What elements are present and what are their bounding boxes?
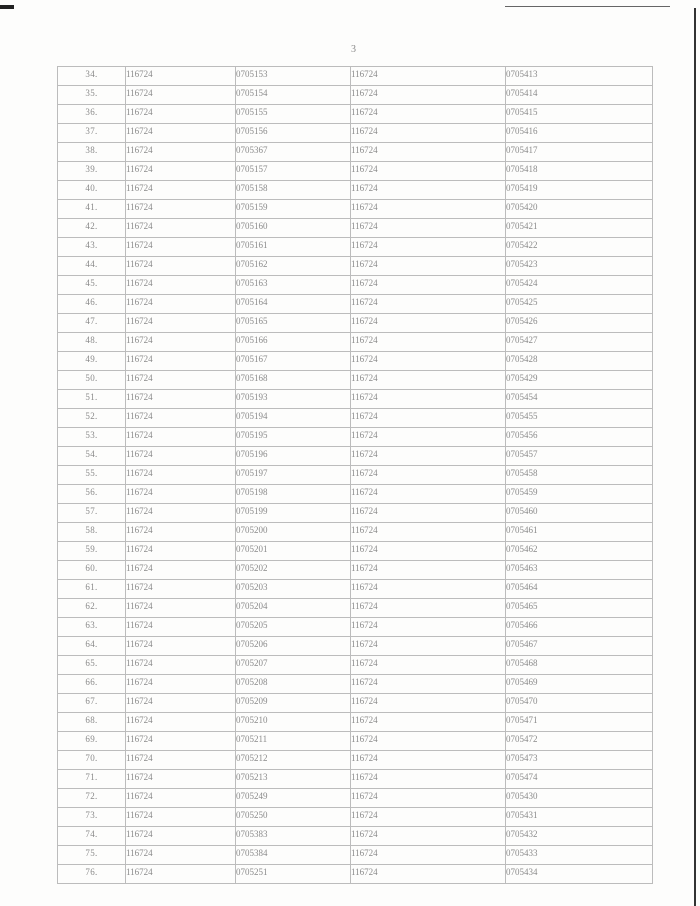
code-cell-2: 116724 [351, 276, 506, 295]
serial-cell-2: 0705432 [506, 827, 653, 846]
serial-cell-2: 0705454 [506, 390, 653, 409]
row-number: 39. [58, 162, 126, 181]
serial-cell-2: 0705473 [506, 751, 653, 770]
code-cell-1: 116724 [126, 789, 236, 808]
code-cell-2: 116724 [351, 846, 506, 865]
serial-cell-2: 0705426 [506, 314, 653, 333]
scan-corner-mark [0, 5, 14, 9]
serial-cell-1: 0705204 [236, 599, 351, 618]
serial-cell-1: 0705196 [236, 447, 351, 466]
table-row [58, 238, 653, 257]
code-cell-1: 116724 [126, 618, 236, 637]
serial-cell-2: 0705470 [506, 694, 653, 713]
code-cell-2: 116724 [351, 86, 506, 105]
serial-cell-1: 0705251 [236, 865, 351, 884]
serial-cell-1: 0705199 [236, 504, 351, 523]
code-cell-2: 116724 [351, 561, 506, 580]
row-number: 41. [58, 200, 126, 219]
serial-cell-1: 0705155 [236, 105, 351, 124]
code-cell-1: 116724 [126, 694, 236, 713]
row-number: 49. [58, 352, 126, 371]
serial-cell-2: 0705425 [506, 295, 653, 314]
table-row [58, 86, 653, 105]
serial-cell-1: 0705203 [236, 580, 351, 599]
code-cell-2: 116724 [351, 808, 506, 827]
code-cell-2: 116724 [351, 124, 506, 143]
row-number: 52. [58, 409, 126, 428]
serial-cell-2: 0705430 [506, 789, 653, 808]
code-cell-1: 116724 [126, 504, 236, 523]
table-row [58, 409, 653, 428]
code-cell-1: 116724 [126, 86, 236, 105]
row-number: 71. [58, 770, 126, 789]
row-number: 36. [58, 105, 126, 124]
serial-cell-1: 0705206 [236, 637, 351, 656]
code-cell-2: 116724 [351, 599, 506, 618]
serial-cell-2: 0705471 [506, 713, 653, 732]
table-row [58, 162, 653, 181]
serial-cell-2: 0705417 [506, 143, 653, 162]
serial-cell-1: 0705168 [236, 371, 351, 390]
table-row [58, 67, 653, 86]
code-cell-2: 116724 [351, 789, 506, 808]
serial-cell-2: 0705416 [506, 124, 653, 143]
table-row [58, 637, 653, 656]
serial-cell-1: 0705193 [236, 390, 351, 409]
table-row [58, 333, 653, 352]
serial-cell-1: 0705162 [236, 257, 351, 276]
serial-cell-1: 0705154 [236, 86, 351, 105]
serial-cell-1: 0705202 [236, 561, 351, 580]
code-cell-1: 116724 [126, 352, 236, 371]
code-cell-1: 116724 [126, 827, 236, 846]
code-cell-1: 116724 [126, 333, 236, 352]
code-cell-1: 116724 [126, 276, 236, 295]
table-row [58, 827, 653, 846]
code-cell-1: 116724 [126, 105, 236, 124]
code-cell-1: 116724 [126, 542, 236, 561]
table-row [58, 618, 653, 637]
code-cell-2: 116724 [351, 523, 506, 542]
code-cell-1: 116724 [126, 143, 236, 162]
table-row [58, 105, 653, 124]
code-cell-1: 116724 [126, 447, 236, 466]
table-row [58, 656, 653, 675]
serial-cell-2: 0705415 [506, 105, 653, 124]
row-number: 46. [58, 295, 126, 314]
serial-cell-2: 0705414 [506, 86, 653, 105]
code-cell-2: 116724 [351, 238, 506, 257]
serial-cell-2: 0705429 [506, 371, 653, 390]
serial-number-table [57, 66, 653, 884]
serial-cell-1: 0705200 [236, 523, 351, 542]
serial-cell-1: 0705195 [236, 428, 351, 447]
row-number: 38. [58, 143, 126, 162]
row-number: 59. [58, 542, 126, 561]
serial-cell-2: 0705458 [506, 466, 653, 485]
row-number: 64. [58, 637, 126, 656]
code-cell-2: 116724 [351, 219, 506, 238]
table-row [58, 561, 653, 580]
table-row [58, 352, 653, 371]
row-number: 51. [58, 390, 126, 409]
serial-cell-2: 0705420 [506, 200, 653, 219]
code-cell-2: 116724 [351, 314, 506, 333]
code-cell-2: 116724 [351, 371, 506, 390]
serial-cell-2: 0705460 [506, 504, 653, 523]
serial-cell-1: 0705166 [236, 333, 351, 352]
code-cell-1: 116724 [126, 770, 236, 789]
table-row [58, 694, 653, 713]
serial-cell-1: 0705163 [236, 276, 351, 295]
row-number: 57. [58, 504, 126, 523]
table-row [58, 865, 653, 884]
code-cell-2: 116724 [351, 618, 506, 637]
code-cell-2: 116724 [351, 637, 506, 656]
code-cell-2: 116724 [351, 713, 506, 732]
serial-cell-1: 0705197 [236, 466, 351, 485]
scan-page-edge [694, 8, 696, 906]
serial-cell-1: 0705165 [236, 314, 351, 333]
code-cell-1: 116724 [126, 637, 236, 656]
serial-cell-2: 0705474 [506, 770, 653, 789]
row-number: 61. [58, 580, 126, 599]
code-cell-2: 116724 [351, 181, 506, 200]
row-number: 53. [58, 428, 126, 447]
page-number: 3 [351, 44, 356, 55]
serial-cell-2: 0705469 [506, 675, 653, 694]
serial-cell-2: 0705461 [506, 523, 653, 542]
row-number: 60. [58, 561, 126, 580]
row-number: 62. [58, 599, 126, 618]
table-row [58, 808, 653, 827]
code-cell-1: 116724 [126, 200, 236, 219]
code-cell-2: 116724 [351, 466, 506, 485]
serial-cell-2: 0705467 [506, 637, 653, 656]
code-cell-1: 116724 [126, 181, 236, 200]
serial-cell-1: 0705209 [236, 694, 351, 713]
code-cell-1: 116724 [126, 409, 236, 428]
code-cell-1: 116724 [126, 675, 236, 694]
code-cell-2: 116724 [351, 200, 506, 219]
serial-cell-2: 0705468 [506, 656, 653, 675]
code-cell-1: 116724 [126, 656, 236, 675]
table-row [58, 390, 653, 409]
serial-cell-2: 0705472 [506, 732, 653, 751]
row-number: 48. [58, 333, 126, 352]
code-cell-2: 116724 [351, 751, 506, 770]
table-row [58, 314, 653, 333]
code-cell-2: 116724 [351, 675, 506, 694]
table-row [58, 124, 653, 143]
table-row [58, 770, 653, 789]
row-number: 44. [58, 257, 126, 276]
serial-cell-1: 0705158 [236, 181, 351, 200]
table-row [58, 789, 653, 808]
serial-cell-2: 0705419 [506, 181, 653, 200]
code-cell-2: 116724 [351, 352, 506, 371]
row-number: 42. [58, 219, 126, 238]
code-cell-1: 116724 [126, 808, 236, 827]
serial-cell-2: 0705456 [506, 428, 653, 447]
serial-cell-1: 0705198 [236, 485, 351, 504]
table-body [58, 67, 653, 884]
serial-cell-1: 0705153 [236, 67, 351, 86]
serial-cell-1: 0705159 [236, 200, 351, 219]
serial-cell-2: 0705433 [506, 846, 653, 865]
code-cell-2: 116724 [351, 257, 506, 276]
row-number: 73. [58, 808, 126, 827]
serial-cell-1: 0705384 [236, 846, 351, 865]
table-row [58, 846, 653, 865]
row-number: 65. [58, 656, 126, 675]
code-cell-1: 116724 [126, 846, 236, 865]
row-number: 47. [58, 314, 126, 333]
row-number: 69. [58, 732, 126, 751]
serial-cell-1: 0705208 [236, 675, 351, 694]
code-cell-2: 116724 [351, 428, 506, 447]
serial-cell-1: 0705201 [236, 542, 351, 561]
table-row [58, 732, 653, 751]
table-row [58, 599, 653, 618]
code-cell-1: 116724 [126, 599, 236, 618]
code-cell-1: 116724 [126, 219, 236, 238]
table-row [58, 675, 653, 694]
code-cell-2: 116724 [351, 390, 506, 409]
row-number: 56. [58, 485, 126, 504]
scan-top-rule [505, 6, 670, 7]
serial-cell-2: 0705462 [506, 542, 653, 561]
code-cell-2: 116724 [351, 732, 506, 751]
table-row [58, 751, 653, 770]
table-row [58, 371, 653, 390]
table-row [58, 276, 653, 295]
code-cell-2: 116724 [351, 865, 506, 884]
code-cell-2: 116724 [351, 542, 506, 561]
row-number: 63. [58, 618, 126, 637]
code-cell-1: 116724 [126, 485, 236, 504]
row-number: 75. [58, 846, 126, 865]
table-row [58, 713, 653, 732]
serial-cell-2: 0705459 [506, 485, 653, 504]
row-number: 54. [58, 447, 126, 466]
serial-cell-1: 0705212 [236, 751, 351, 770]
serial-cell-1: 0705205 [236, 618, 351, 637]
code-cell-1: 116724 [126, 865, 236, 884]
table-row [58, 580, 653, 599]
code-cell-2: 116724 [351, 485, 506, 504]
code-cell-1: 116724 [126, 314, 236, 333]
code-cell-1: 116724 [126, 257, 236, 276]
serial-cell-1: 0705161 [236, 238, 351, 257]
row-number: 76. [58, 865, 126, 884]
code-cell-2: 116724 [351, 409, 506, 428]
row-number: 37. [58, 124, 126, 143]
serial-cell-2: 0705424 [506, 276, 653, 295]
serial-cell-2: 0705418 [506, 162, 653, 181]
serial-cell-1: 0705213 [236, 770, 351, 789]
code-cell-1: 116724 [126, 523, 236, 542]
table-row [58, 523, 653, 542]
serial-cell-2: 0705428 [506, 352, 653, 371]
serial-cell-2: 0705427 [506, 333, 653, 352]
code-cell-1: 116724 [126, 295, 236, 314]
serial-cell-1: 0705157 [236, 162, 351, 181]
row-number: 70. [58, 751, 126, 770]
serial-cell-1: 0705383 [236, 827, 351, 846]
table-row [58, 295, 653, 314]
code-cell-1: 116724 [126, 751, 236, 770]
row-number: 34. [58, 67, 126, 86]
code-cell-1: 116724 [126, 561, 236, 580]
serial-cell-1: 0705211 [236, 732, 351, 751]
code-cell-2: 116724 [351, 143, 506, 162]
code-cell-1: 116724 [126, 67, 236, 86]
code-cell-1: 116724 [126, 162, 236, 181]
serial-cell-1: 0705249 [236, 789, 351, 808]
serial-cell-2: 0705434 [506, 865, 653, 884]
table-row [58, 504, 653, 523]
serial-cell-1: 0705367 [236, 143, 351, 162]
serial-cell-1: 0705167 [236, 352, 351, 371]
row-number: 74. [58, 827, 126, 846]
serial-cell-2: 0705421 [506, 219, 653, 238]
table-row [58, 143, 653, 162]
code-cell-2: 116724 [351, 656, 506, 675]
row-number: 58. [58, 523, 126, 542]
table-row [58, 257, 653, 276]
table-row [58, 447, 653, 466]
code-cell-1: 116724 [126, 580, 236, 599]
code-cell-1: 116724 [126, 124, 236, 143]
table-row [58, 485, 653, 504]
serial-cell-2: 0705455 [506, 409, 653, 428]
code-cell-2: 116724 [351, 827, 506, 846]
serial-cell-1: 0705164 [236, 295, 351, 314]
code-cell-2: 116724 [351, 770, 506, 789]
code-cell-1: 116724 [126, 390, 236, 409]
serial-cell-2: 0705463 [506, 561, 653, 580]
serial-cell-2: 0705423 [506, 257, 653, 276]
code-cell-1: 116724 [126, 428, 236, 447]
code-cell-1: 116724 [126, 466, 236, 485]
table-row [58, 542, 653, 561]
code-cell-1: 116724 [126, 732, 236, 751]
table-row [58, 181, 653, 200]
row-number: 43. [58, 238, 126, 257]
code-cell-2: 116724 [351, 333, 506, 352]
code-cell-2: 116724 [351, 504, 506, 523]
code-cell-2: 116724 [351, 105, 506, 124]
serial-cell-2: 0705465 [506, 599, 653, 618]
serial-cell-1: 0705210 [236, 713, 351, 732]
table-row [58, 428, 653, 447]
row-number: 35. [58, 86, 126, 105]
code-cell-2: 116724 [351, 67, 506, 86]
row-number: 68. [58, 713, 126, 732]
code-cell-2: 116724 [351, 162, 506, 181]
serial-cell-2: 0705431 [506, 808, 653, 827]
table-row [58, 466, 653, 485]
serial-cell-1: 0705250 [236, 808, 351, 827]
row-number: 66. [58, 675, 126, 694]
code-cell-2: 116724 [351, 447, 506, 466]
serial-cell-2: 0705413 [506, 67, 653, 86]
row-number: 40. [58, 181, 126, 200]
code-cell-1: 116724 [126, 238, 236, 257]
row-number: 72. [58, 789, 126, 808]
serial-cell-1: 0705207 [236, 656, 351, 675]
code-cell-2: 116724 [351, 295, 506, 314]
serial-cell-1: 0705156 [236, 124, 351, 143]
serial-cell-2: 0705466 [506, 618, 653, 637]
code-cell-1: 116724 [126, 371, 236, 390]
code-cell-2: 116724 [351, 694, 506, 713]
table-row [58, 219, 653, 238]
serial-cell-2: 0705422 [506, 238, 653, 257]
code-cell-2: 116724 [351, 580, 506, 599]
row-number: 55. [58, 466, 126, 485]
serial-cell-1: 0705160 [236, 219, 351, 238]
code-cell-1: 116724 [126, 713, 236, 732]
serial-cell-2: 0705464 [506, 580, 653, 599]
serial-cell-1: 0705194 [236, 409, 351, 428]
table-row [58, 200, 653, 219]
row-number: 50. [58, 371, 126, 390]
row-number: 45. [58, 276, 126, 295]
row-number: 67. [58, 694, 126, 713]
serial-cell-2: 0705457 [506, 447, 653, 466]
